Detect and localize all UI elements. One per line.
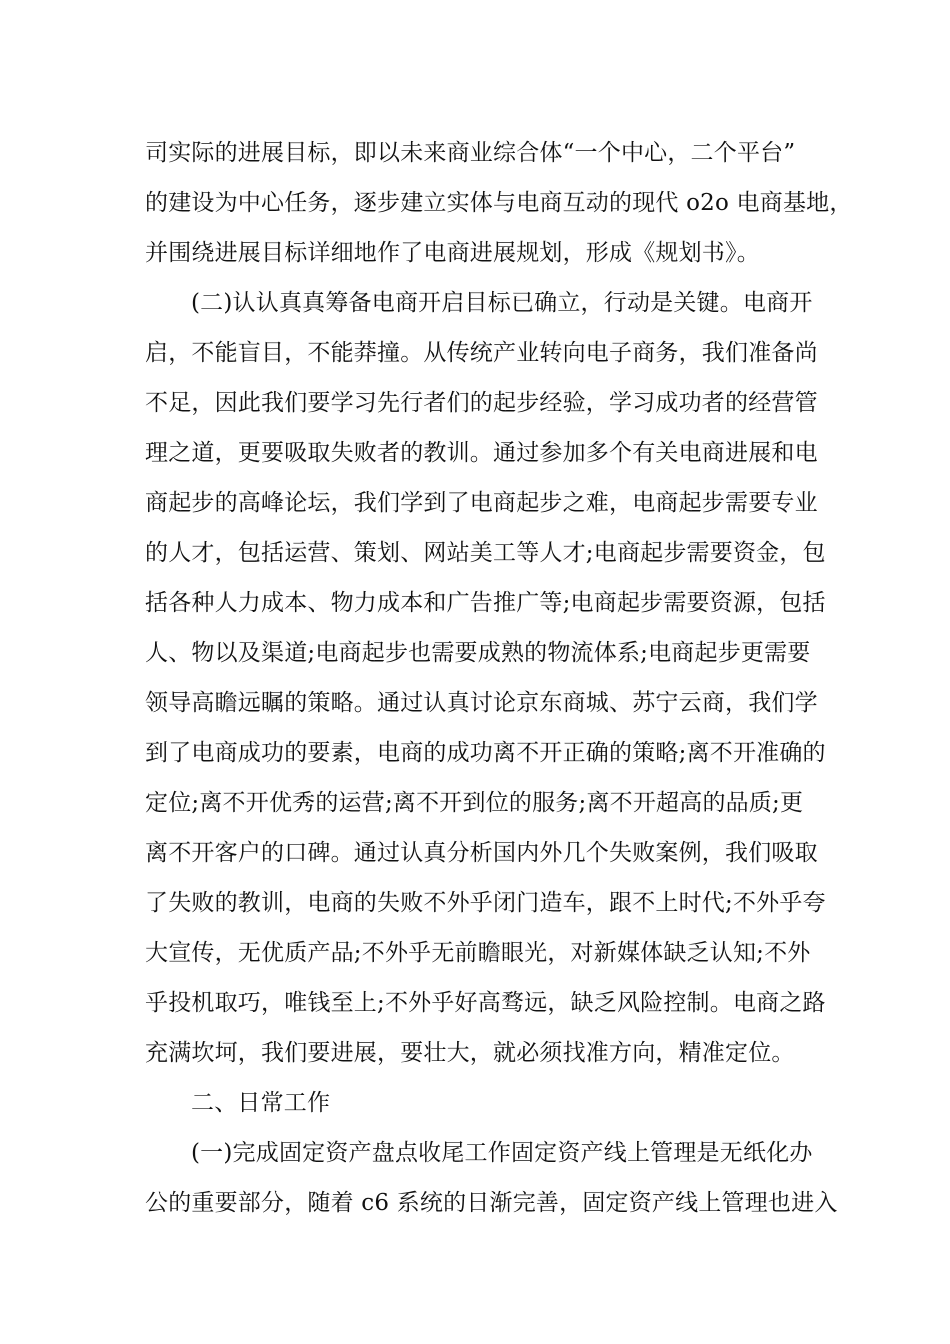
text-line: 了失败的教训，电商的失败不外乎闭门造车，跟不上时代;不外乎夸 bbox=[145, 890, 826, 916]
section-heading: 二、日常工作 bbox=[191, 1090, 331, 1116]
paragraph-start-line: (二)认认真真筹备电商开启目标已确立，行动是关键。电商开 bbox=[191, 290, 813, 316]
text-line: 人、物以及渠道;电商起步也需要成熟的物流体系;电商起步更需要 bbox=[145, 640, 811, 666]
text-line: 乎投机取巧，唯钱至上;不外乎好高骛远，缺乏风险控制。电商之路 bbox=[145, 990, 826, 1016]
text-line: 充满坎坷，我们要进展，要壮大，就必须找准方向，精准定位。 bbox=[145, 1040, 795, 1066]
text-line: 并围绕进展目标详细地作了电商进展规划，形成《规划书》。 bbox=[145, 240, 760, 266]
text-line: 启，不能盲目，不能莽撞。从传统产业转向电子商务，我们准备尚 bbox=[145, 340, 818, 366]
text-line: 领导高瞻远瞩的策略。通过认真讨论京东商城、苏宁云商，我们学 bbox=[145, 690, 818, 716]
text-line: 括各种人力成本、物力成本和广告推广等;电商起步需要资源，包括 bbox=[145, 590, 826, 616]
text-line: 商起步的高峰论坛，我们学到了电商起步之难，电商起步需要专业 bbox=[145, 490, 818, 516]
text-line: 大宣传，无优质产品;不外乎无前瞻眼光，对新媒体缺乏认知;不外 bbox=[145, 940, 811, 966]
text-line: 公的重要部分，随着 c6 系统的日渐完善，固定资产线上管理也进入 bbox=[145, 1190, 838, 1216]
paragraph-start-line: (一)完成固定资产盘点收尾工作固定资产线上管理是无纸化办 bbox=[191, 1140, 813, 1166]
text-line: 离不开客户的口碑。通过认真分析国内外几个失败案例，我们吸取 bbox=[145, 840, 818, 866]
text-line: 定位;离不开优秀的运营;离不开到位的服务;离不开超高的品质;更 bbox=[145, 790, 804, 816]
text-line: 到了电商成功的要素，电商的成功离不开正确的策略;离不开准确的 bbox=[145, 740, 826, 766]
text-line: 的人才，包括运营、策划、网站美工等人才;电商起步需要资金，包 bbox=[145, 540, 826, 566]
text-line: 司实际的进展目标，即以未来商业综合体“一个中心，二个平台” bbox=[145, 140, 796, 166]
text-line: 不足，因此我们要学习先行者们的起步经验，学习成功者的经营管 bbox=[145, 390, 818, 416]
text-line: 的建设为中心任务，逐步建立实体与电商互动的现代 o2o 电商基地， bbox=[145, 190, 853, 216]
document-body bbox=[145, 128, 853, 1228]
text-line: 理之道，更要吸取失败者的教训。通过参加多个有关电商进展和电 bbox=[145, 440, 818, 466]
